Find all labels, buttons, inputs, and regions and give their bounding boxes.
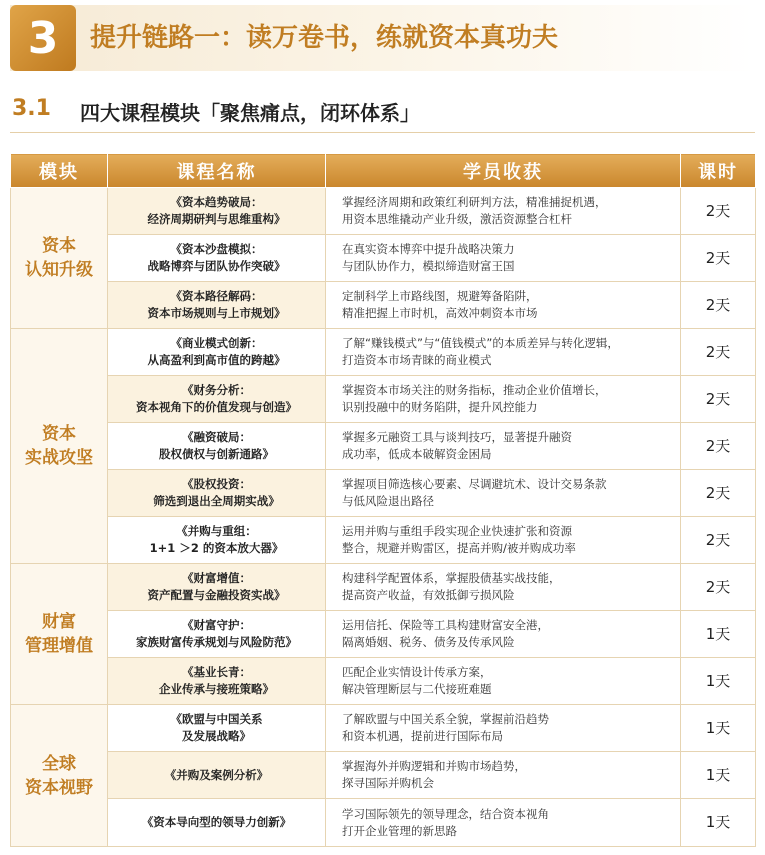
table-row [11, 517, 756, 564]
module-name-line: 资本视野 [25, 777, 93, 798]
benefit-cell [326, 188, 681, 235]
course-name-cell [108, 282, 326, 329]
chapter-number-badge: 3 [10, 5, 76, 71]
course-name-line: 《商业模式创新： [170, 336, 263, 350]
duration-cell: 2天 [681, 188, 756, 235]
course-name-line: 《资本趋势破局： [170, 195, 263, 209]
table-row [11, 329, 756, 376]
benefit-line: 学习国际领先的领导理念，结合资本视角 [342, 806, 549, 821]
chapter-header [10, 5, 755, 71]
course-name-line: 《融资破局： [182, 430, 251, 444]
duration-cell: 1天 [681, 658, 756, 705]
course-name-line: 家族财富传承规划与风险防范》 [136, 635, 297, 649]
duration-cell: 2天 [681, 423, 756, 470]
benefit-line: 打造资本市场青睐的商业模式 [342, 353, 492, 367]
course-name-line: 《资本沙盘模拟： [170, 242, 263, 256]
table-row [11, 611, 756, 658]
course-name-cell [108, 705, 326, 752]
table-row [11, 235, 756, 282]
benefit-cell [326, 235, 681, 282]
duration-cell: 2天 [681, 235, 756, 282]
header-course-name: 课程名称 [108, 154, 326, 188]
benefit-cell [326, 799, 681, 847]
course-name-line: 及发展战略》 [182, 729, 251, 743]
duration-cell: 2天 [681, 376, 756, 423]
benefit-line: 了解欧盟与中国关系全貌，掌握前沿趋势 [342, 712, 549, 726]
benefit-cell [326, 705, 681, 752]
benefit-line: 掌握项目筛选核心要素、尽调避坑术、设计交易条款 [342, 477, 607, 491]
chapter-title: 提升链路一：读万卷书，练就资本真功夫 [90, 23, 559, 53]
course-name-line: 从高盈利到高市值的跨越》 [147, 353, 286, 367]
benefit-line: 整合，规避并购雷区，提高并购/被并购成功率 [342, 541, 576, 555]
module-name-line: 全球 [42, 753, 76, 774]
table-row [11, 658, 756, 705]
section-divider [10, 132, 755, 133]
module-cell [11, 564, 108, 705]
benefit-line: 与团队协作力，模拟缔造财富王国 [342, 259, 515, 273]
benefit-line: 在真实资本博弈中提升战略决策力 [342, 242, 515, 256]
benefit-cell [326, 564, 681, 611]
benefit-cell [326, 517, 681, 564]
duration-cell: 1天 [681, 752, 756, 799]
benefit-cell [326, 470, 681, 517]
course-name-cell [108, 658, 326, 705]
table-row [11, 564, 756, 611]
module-name-line: 管理增值 [25, 636, 93, 656]
course-name-line: 1+1 ＞2 的资本放大器》 [149, 541, 284, 555]
module-cell [11, 188, 108, 329]
course-name-cell [108, 188, 326, 235]
benefit-line: 成功率，低成本破解资金困局 [342, 447, 492, 461]
table-body [11, 188, 756, 847]
benefit-line: 探寻国际并购机会 [342, 776, 434, 790]
benefit-line: 提高资产收益，有效抵御亏损风险 [342, 588, 515, 602]
duration-cell: 1天 [681, 611, 756, 658]
benefit-line: 隔离婚姻、税务、债务及传承风险 [342, 635, 515, 649]
benefit-line: 掌握多元融资工具与谈判技巧，显著提升融资 [342, 430, 572, 444]
module-cell [11, 705, 108, 847]
course-name-cell [108, 376, 326, 423]
course-name-line: 经济周期研判与思维重构》 [147, 212, 286, 226]
header-benefit: 学员收获 [326, 154, 681, 188]
benefit-line: 用资本思维撬动产业升级，激活资源整合杠杆 [342, 212, 572, 226]
course-name-line: 《资本导向型的领导力创新》 [141, 815, 292, 829]
course-name-cell [108, 799, 326, 847]
course-name-line: 资产配置与金融投资实战》 [147, 588, 286, 602]
header-module: 模块 [11, 154, 108, 188]
course-name-line: 《并购与重组： [176, 524, 257, 538]
benefit-line: 与低风险退出路径 [342, 494, 434, 508]
course-name-cell [108, 470, 326, 517]
table-row [11, 752, 756, 799]
duration-cell: 2天 [681, 329, 756, 376]
benefit-cell [326, 329, 681, 376]
course-name-line: 《欧盟与中国关系 [170, 712, 263, 726]
benefit-line: 掌握资本市场关注的财务指标，推动企业价值增长， [342, 383, 607, 397]
course-name-line: 《财务分析： [182, 383, 251, 397]
course-name-cell [108, 235, 326, 282]
benefit-cell [326, 658, 681, 705]
section-number: 3.1 [12, 96, 51, 121]
table-row [11, 188, 756, 235]
course-name-line: 筛选到退出全周期实战》 [153, 494, 280, 508]
duration-cell: 2天 [681, 517, 756, 564]
benefit-line: 打开企业管理的新思路 [342, 823, 457, 838]
benefit-line: 精准把握上市时机，高效冲刺资本市场 [342, 306, 538, 320]
benefit-cell [326, 282, 681, 329]
table-row [11, 423, 756, 470]
benefit-line: 运用并购与重组手段实现企业快速扩张和资源 [342, 524, 572, 538]
benefit-line: 掌握经济周期和政策红利研判方法，精准捕捉机遇， [342, 195, 607, 209]
course-name-line: 《财富增值： [182, 571, 251, 585]
course-name-line: 战略博弈与团队协作突破》 [147, 259, 286, 273]
table-row [11, 470, 756, 517]
section-title: 四大课程模块「聚焦痛点，闭环体系」 [80, 101, 420, 125]
benefit-line: 识别投融中的财务陷阱，提升风控能力 [342, 400, 538, 414]
benefit-line: 了解“赚钱模式”与“值钱模式”的本质差异与转化逻辑， [342, 336, 619, 350]
course-name-line: 资本市场规则与上市规划》 [147, 306, 286, 320]
course-name-line: 《基业长青： [182, 665, 251, 679]
course-name-cell [108, 423, 326, 470]
course-name-cell [108, 564, 326, 611]
course-name-cell [108, 611, 326, 658]
benefit-line: 和资本机遇，提前进行国际布局 [342, 729, 503, 743]
benefit-line: 构建科学配置体系，掌握股债基实战技能， [342, 571, 561, 585]
course-name-line: 《并购及案例分析》 [164, 767, 269, 782]
course-name-line: 资本视角下的价值发现与创造》 [136, 400, 297, 414]
module-cell [11, 329, 108, 564]
course-name-line: 《股权投资： [182, 477, 251, 491]
module-name-line: 资本 [42, 236, 76, 256]
table-row [11, 705, 756, 752]
duration-cell: 2天 [681, 564, 756, 611]
duration-cell: 1天 [681, 799, 756, 847]
module-name-line: 实战攻坚 [25, 448, 93, 468]
benefit-cell [326, 423, 681, 470]
benefit-cell [326, 376, 681, 423]
benefit-line: 匹配企业实情设计传承方案， [342, 665, 492, 679]
course-name-cell [108, 329, 326, 376]
table-header-row [11, 154, 756, 188]
duration-cell: 2天 [681, 470, 756, 517]
table-row [11, 799, 756, 847]
course-name-cell [108, 752, 326, 799]
module-name-line: 财富 [42, 612, 76, 632]
course-name-line: 股权债权与创新通路》 [159, 447, 274, 461]
module-name-line: 资本 [42, 424, 76, 444]
benefit-cell [326, 611, 681, 658]
table-row [11, 376, 756, 423]
benefit-cell [326, 752, 681, 799]
module-name-line: 认知升级 [25, 260, 93, 280]
course-name-line: 企业传承与接班策略》 [159, 682, 274, 696]
course-name-line: 《财富守护： [182, 618, 251, 632]
duration-cell: 1天 [681, 705, 756, 752]
benefit-line: 定制科学上市路线图，规避筹备陷阱， [342, 289, 538, 303]
course-name-line: 《资本路径解码： [170, 289, 263, 303]
header-duration: 课时 [681, 154, 756, 188]
duration-cell: 2天 [681, 282, 756, 329]
benefit-line: 解决管理断层与二代接班难题 [342, 682, 492, 696]
table-row [11, 282, 756, 329]
benefit-line: 运用信托、保险等工具构建财富安全港， [342, 618, 549, 632]
benefit-line: 掌握海外并购逻辑和并购市场趋势， [342, 759, 526, 773]
course-name-cell [108, 517, 326, 564]
course-table [10, 153, 756, 847]
